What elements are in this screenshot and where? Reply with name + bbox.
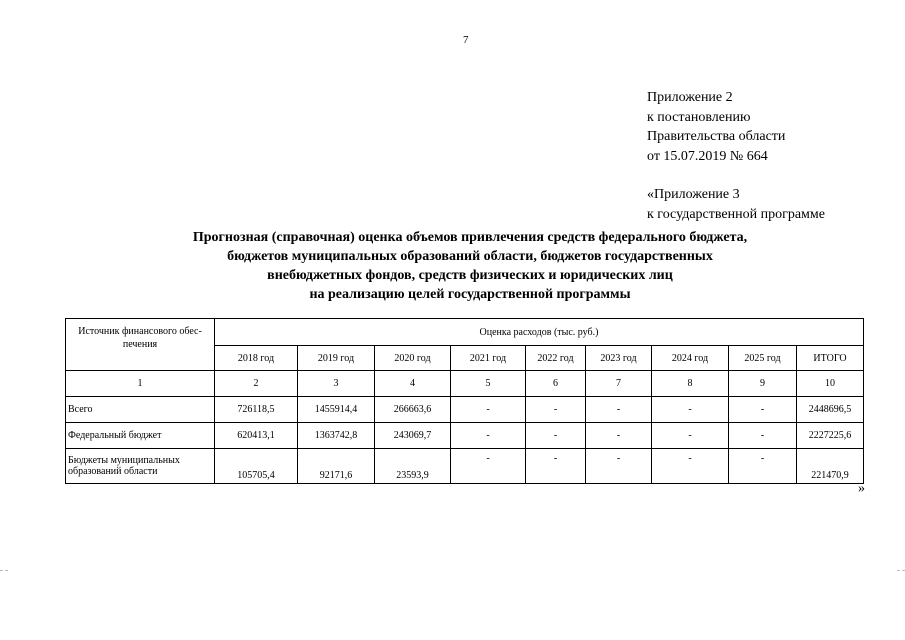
year-header: 2018 год	[215, 346, 298, 371]
document-title	[60, 228, 880, 304]
table-row	[66, 449, 864, 484]
source-header: Источник финансового обес-печения	[66, 319, 215, 371]
table-row	[66, 397, 864, 423]
table-cell: 243069,7	[375, 423, 451, 449]
total-header: ИТОГО	[797, 346, 864, 371]
page-number: 7	[463, 34, 469, 46]
table-cell: 1363742,8	[298, 423, 375, 449]
table-cell: -	[652, 423, 729, 449]
page-edge-mark-left	[0, 570, 8, 571]
annex-line: от 15.07.2019 № 664	[647, 148, 768, 164]
year-header: 2021 год	[451, 346, 526, 371]
table-cell: -	[652, 449, 729, 484]
column-number: 1	[66, 371, 215, 397]
annex-line: к постановлению	[647, 109, 751, 125]
row-label: Бюджеты муниципальных образований области	[66, 449, 215, 484]
table-cell: -	[729, 423, 797, 449]
column-number: 8	[652, 371, 729, 397]
year-header: 2022 год	[526, 346, 586, 371]
page-edge-mark-right	[897, 570, 905, 571]
row-label: Всего	[66, 397, 215, 423]
year-header: 2023 год	[586, 346, 652, 371]
table-cell: 2227225,6	[797, 423, 864, 449]
table-cell: 2448696,5	[797, 397, 864, 423]
table-cell: 105705,4	[215, 449, 298, 484]
column-number: 6	[526, 371, 586, 397]
table-cell: -	[586, 397, 652, 423]
annex-sub-line: к государственной программе	[647, 206, 825, 222]
table-cell: 1455914,4	[298, 397, 375, 423]
title-line: на реализацию целей государственной программы	[309, 287, 631, 302]
year-header: 2019 год	[298, 346, 375, 371]
table-row	[66, 423, 864, 449]
table-cell: -	[451, 423, 526, 449]
table-cell: -	[451, 397, 526, 423]
year-header: 2020 год	[375, 346, 451, 371]
table-cell: -	[586, 423, 652, 449]
annex-sub-line: «Приложение 3	[647, 187, 740, 202]
title-line: бюджетов муниципальных образований области, бюджетов государственных	[227, 249, 713, 264]
column-number: 9	[729, 371, 797, 397]
column-number: 5	[451, 371, 526, 397]
table-cell: -	[526, 449, 586, 484]
column-number: 10	[797, 371, 864, 397]
table-cell: -	[729, 397, 797, 423]
table-cell: 726118,5	[215, 397, 298, 423]
column-number: 7	[586, 371, 652, 397]
table-cell: 221470,9	[797, 449, 864, 484]
column-number: 3	[298, 371, 375, 397]
year-header: 2024 год	[652, 346, 729, 371]
title-line: Прогнозная (справочная) оценка объемов привлечения средств федерального бюджета,	[192, 230, 748, 245]
table-cell: -	[526, 423, 586, 449]
closing-quote: »	[858, 481, 865, 496]
column-number: 2	[215, 371, 298, 397]
table-cell: 266663,6	[375, 397, 451, 423]
table-cell: 92171,6	[298, 449, 375, 484]
table-cell: 620413,1	[215, 423, 298, 449]
estimate-header: Оценка расходов (тыс. руб.)	[215, 319, 864, 346]
row-label: Федеральный бюджет	[66, 423, 215, 449]
annex-block	[647, 88, 825, 224]
annex-line: Приложение 2	[647, 90, 733, 105]
financing-table	[65, 318, 864, 484]
table-cell: -	[652, 397, 729, 423]
year-header: 2025 год	[729, 346, 797, 371]
table-cell: -	[586, 449, 652, 484]
column-number: 4	[375, 371, 451, 397]
table-cell: -	[526, 397, 586, 423]
table-cell: 23593,9	[375, 449, 451, 484]
table-cell: -	[451, 449, 526, 484]
annex-line: Правительства области	[647, 129, 786, 144]
title-line: внебюджетных фондов, средств физических и юридических лиц	[267, 268, 673, 283]
table-cell: -	[729, 449, 797, 484]
